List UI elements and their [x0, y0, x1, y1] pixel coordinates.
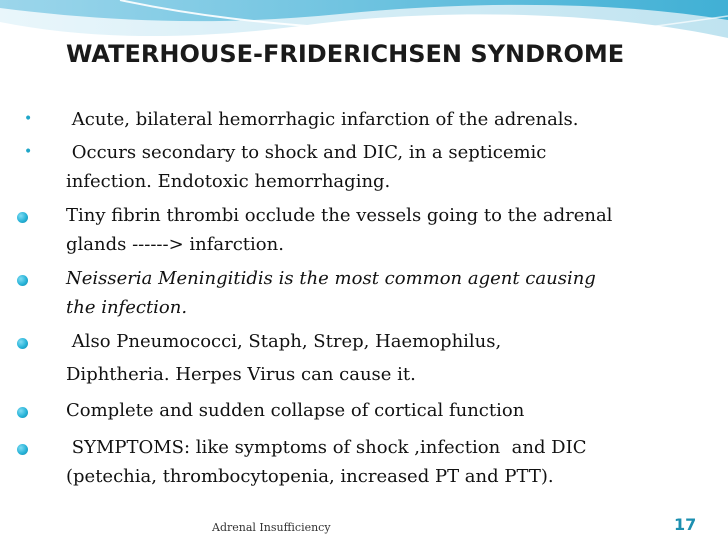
bullet-line: Tiny fibrin thrombi occlude the vessels going to the adrenal [66, 205, 613, 226]
bullet-circle-icon [17, 212, 28, 223]
bullet-dot-icon: • [24, 144, 33, 160]
bullet-circle-icon [17, 444, 28, 455]
slide-title: WATERHOUSE-FRIDERICHSEN SYNDROME [66, 40, 625, 68]
bullet-line: Also Pneumococci, Staph, Strep, Haemophilus, [66, 331, 502, 352]
bullet-line-continued: glands ------> infarction. [66, 234, 284, 255]
bullet-line: Acute, bilateral hemorrhagic infarction of the adrenals. [66, 109, 579, 130]
footer-text: Adrenal Insufficiency [212, 521, 331, 534]
bullet-line: Neisseria Meningitidis is the most common agent causing [66, 268, 596, 289]
bullet-line-continued: the infection. [66, 297, 188, 318]
page-number: 17 [674, 515, 697, 534]
bullet-circle-icon [17, 407, 28, 418]
bullet-circle-icon [17, 275, 28, 286]
bullet-line-continued: infection. Endotoxic hemorrhaging. [66, 171, 391, 192]
bullet-line-continued: (petechia, thrombocytopenia, increased PT and PTT). [66, 466, 554, 487]
bullet-line-continued: Diphtheria. Herpes Virus can cause it. [66, 364, 416, 385]
bullet-line: Occurs secondary to shock and DIC, in a septicemic [66, 142, 547, 163]
bullet-dot-icon: • [24, 111, 33, 127]
bullet-line: Complete and sudden collapse of cortical function [66, 400, 525, 421]
bullet-line: SYMPTOMS: like symptoms of shock ,infection and DIC [66, 437, 587, 458]
bullet-circle-icon [17, 338, 28, 349]
